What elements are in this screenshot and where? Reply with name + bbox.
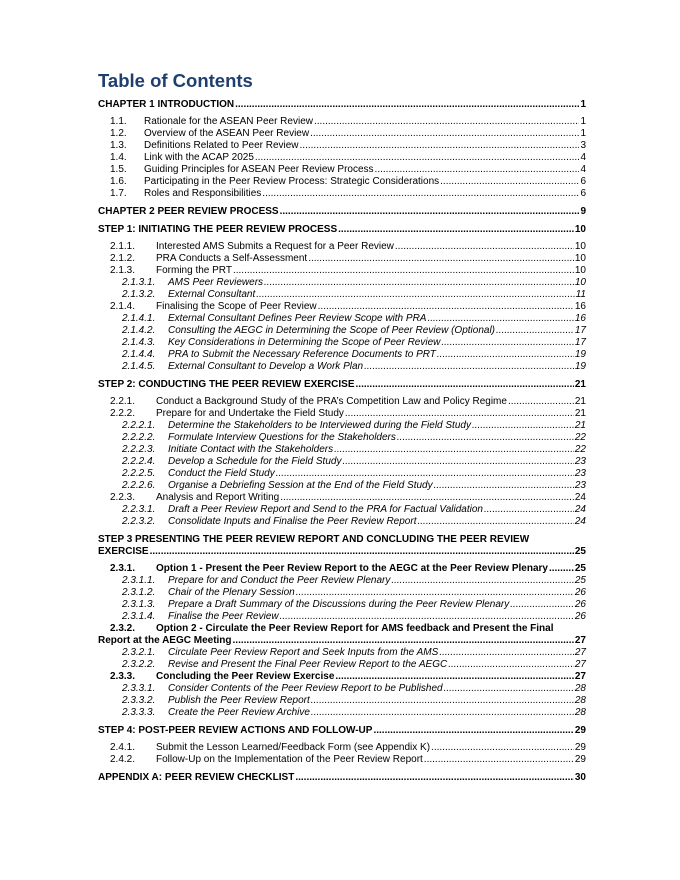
toc-entry[interactable] — [98, 659, 586, 671]
toc-entry-page: 1 — [580, 128, 586, 139]
toc-entry[interactable] — [98, 224, 586, 236]
toc-entry[interactable] — [98, 325, 586, 337]
toc-entry[interactable] — [98, 504, 586, 516]
toc-entry[interactable] — [98, 420, 586, 432]
toc-leader-dots — [424, 754, 574, 766]
toc-entry-title: Revise and Present the Final Peer Review Report to the AEGC — [168, 659, 448, 670]
toc-entry-page: 25 — [574, 563, 586, 574]
toc-leader-dots — [335, 671, 573, 683]
toc-entry-number: 2.1.4.4. — [122, 349, 156, 360]
toc-entry-number: 1.4. — [110, 152, 127, 163]
toc-entry-title: CHAPTER 1 INTRODUCTION — [98, 99, 235, 110]
toc-entry[interactable] — [98, 444, 586, 456]
toc-entry[interactable] — [98, 313, 586, 325]
toc-entry-title: Prepare a Draft Summary of the Discussions during the Peer Review Plenary — [168, 599, 510, 610]
toc-leader-dots — [311, 695, 574, 707]
toc-leader-dots — [318, 301, 574, 313]
toc-entry-number: 2.2.2.3. — [122, 444, 156, 455]
toc-entry[interactable] — [98, 695, 586, 707]
toc-entry-page: 16 — [574, 313, 586, 324]
toc-entry-number: 1.5. — [110, 164, 127, 175]
toc-entry-page: 22 — [574, 432, 586, 443]
toc-leader-dots — [437, 349, 574, 361]
toc-entry[interactable] — [98, 671, 586, 683]
toc-entry-number: 2.3.2. — [110, 623, 136, 634]
toc-entry-title: Concluding the Peer Review Exercise — [156, 671, 335, 682]
toc-entry-number: 2.3.3.3. — [122, 707, 156, 718]
toc-entry[interactable] — [98, 152, 586, 164]
toc-entry-page: 24 — [574, 492, 586, 503]
toc-entry-page: 25 — [574, 575, 586, 586]
toc-entry-number: 2.2.2.4. — [122, 456, 156, 467]
toc-entry[interactable] — [98, 546, 586, 558]
toc-entry-title: Chair of the Plenary Session — [168, 587, 295, 598]
toc-entry-page: 26 — [574, 611, 586, 622]
toc-entry-page: 6 — [580, 188, 586, 199]
toc-entry-page: 24 — [574, 516, 586, 527]
toc-entry-page: 26 — [574, 599, 586, 610]
toc-entry[interactable] — [98, 241, 586, 253]
toc-leader-dots — [300, 140, 580, 152]
toc-entry-title: Organise a Debriefing Session at the End of the Field Study — [168, 480, 433, 491]
toc-entry-title: PRA to Submit the Necessary Reference Documents to PRT — [168, 349, 436, 360]
toc-entry-page: 29 — [574, 742, 586, 753]
toc-leader-dots — [262, 188, 579, 200]
toc-entry-title: STEP 1: INITIATING THE PEER REVIEW PROCESS — [98, 224, 338, 235]
toc-entry[interactable] — [98, 599, 586, 611]
toc-entry-number: 2.1.4.3. — [122, 337, 156, 348]
toc-entry-title: Conduct the Field Study — [168, 468, 275, 479]
toc-leader-dots — [441, 337, 574, 349]
toc-leader-dots — [295, 772, 574, 784]
toc-entry-page: 4 — [580, 164, 586, 175]
toc-entry-title: Participating in the Peer Review Process: Strategic Considerations — [144, 176, 440, 187]
toc-entry-number: 2.3.3.1. — [122, 683, 156, 694]
toc-entry-page: 11 — [575, 289, 586, 300]
toc-leader-dots — [508, 396, 574, 408]
toc-entry-page: 21 — [574, 396, 586, 407]
toc-entry[interactable] — [98, 128, 586, 140]
toc-entry[interactable] — [98, 456, 586, 468]
toc-entry-page: 27 — [574, 635, 586, 646]
toc-entry-number: 2.2.2.2. — [122, 432, 156, 443]
toc-entry-title: CHAPTER 2 PEER REVIEW PROCESS — [98, 206, 279, 217]
toc-entry-number: 2.1.3.1. — [122, 277, 156, 288]
toc-leader-dots — [296, 587, 574, 599]
toc-entry-title: Guiding Principles for ASEAN Peer Review Process — [144, 164, 374, 175]
toc-entry-title: Overview of the ASEAN Peer Review — [144, 128, 310, 139]
toc-entry[interactable] — [98, 289, 586, 301]
toc-entry-title: Create the Peer Review Archive — [168, 707, 310, 718]
toc-entry-page: 6 — [580, 176, 586, 187]
toc-entry[interactable] — [98, 337, 586, 349]
toc-entry-page: 24 — [574, 504, 586, 515]
toc-leader-dots — [440, 176, 579, 188]
toc-entry-page: 3 — [580, 140, 586, 151]
toc-entry[interactable] — [98, 611, 586, 623]
toc-entry-number: 2.1.3. — [110, 265, 136, 276]
toc-entry-page: 30 — [574, 772, 586, 783]
toc-entry-page: 23 — [574, 480, 586, 491]
toc-entry-page: 9 — [580, 206, 586, 217]
toc-entry[interactable] — [98, 253, 586, 265]
toc-leader-dots — [233, 635, 574, 647]
toc-entry-title-line1[interactable] — [98, 623, 586, 635]
toc-entry-title: Develop a Schedule for the Field Study — [168, 456, 342, 467]
toc-entry[interactable] — [98, 563, 586, 575]
toc-entry-number: 2.3.3.2. — [122, 695, 156, 706]
toc-entry-title: Definitions Related to Peer Review — [144, 140, 299, 151]
toc-entry-page: 25 — [574, 546, 586, 557]
toc-entry-page: 28 — [574, 683, 586, 694]
toc-entry-title: Finalise the Peer Review — [168, 611, 279, 622]
toc-entry-number: 2.3.2.2. — [122, 659, 156, 670]
toc-entry[interactable] — [98, 480, 586, 492]
toc-entry-number: 2.3.2.1. — [122, 647, 156, 658]
toc-entry-title: Finalising the Scope of Peer Review — [156, 301, 317, 312]
toc-entry-page: 27 — [574, 671, 586, 682]
toc-entry[interactable] — [98, 188, 586, 200]
toc-entry-page: 10 — [574, 241, 586, 252]
toc-entry-page: 10 — [574, 253, 586, 264]
toc-leader-dots — [342, 456, 573, 468]
toc-entry[interactable] — [98, 408, 586, 420]
toc-entry-title: Determine the Stakeholders to be Interviewed during the Field Study — [168, 420, 471, 431]
toc-leader-dots — [311, 707, 574, 719]
toc-leader-dots — [280, 492, 574, 504]
toc-leader-dots — [373, 725, 573, 737]
table-of-contents — [98, 99, 586, 784]
toc-entry-title: Report at the AEGC Meeting — [98, 635, 232, 646]
toc-entry[interactable] — [98, 742, 586, 754]
toc-leader-dots — [364, 361, 574, 373]
toc-entry-title: Key Considerations in Determining the Scope of Peer Review — [168, 337, 441, 348]
toc-leader-dots — [444, 683, 574, 695]
toc-entry[interactable] — [98, 468, 586, 480]
toc-entry-page: 21 — [574, 420, 586, 431]
toc-entry[interactable] — [98, 754, 586, 766]
toc-entry-title: Circulate Peer Review Report and Seek Inputs from the AMS — [168, 647, 439, 658]
toc-leader-dots — [434, 480, 574, 492]
toc-entry-title: Prepare for and Conduct the Peer Review Plenary — [168, 575, 391, 586]
toc-entry-number: 2.2.2.5. — [122, 468, 156, 479]
toc-entry-number: 2.2.3.1. — [122, 504, 156, 515]
toc-entry-title: Draft a Peer Review Report and Send to the PRA for Factual Validation — [168, 504, 483, 515]
toc-entry-number: 2.2.2. — [110, 408, 136, 419]
toc-entry-number: 2.1.4.2. — [122, 325, 156, 336]
toc-entry-title: APPENDIX A: PEER REVIEW CHECKLIST — [98, 772, 295, 783]
toc-entry[interactable] — [98, 683, 586, 695]
toc-entry-number: 2.2.1. — [110, 396, 136, 407]
toc-entry-page: 17 — [574, 325, 586, 336]
toc-leader-dots — [496, 325, 574, 337]
toc-entry-number: 2.3.1.4. — [122, 611, 156, 622]
toc-leader-dots — [256, 289, 574, 301]
toc-entry-page: 27 — [574, 647, 586, 658]
toc-leader-dots — [233, 265, 574, 277]
toc-entry-page: 23 — [574, 468, 586, 479]
toc-entry-number: 2.1.2. — [110, 253, 136, 264]
toc-entry-page: 17 — [574, 337, 586, 348]
toc-entry-title: Initiate Contact with the Stakeholders — [168, 444, 334, 455]
toc-entry-page: 16 — [574, 301, 586, 312]
toc-leader-dots — [439, 647, 574, 659]
toc-leader-dots — [472, 420, 574, 432]
toc-entry[interactable] — [98, 647, 586, 659]
toc-entry-title: Formulate Interview Questions for the Stakeholders — [168, 432, 396, 443]
toc-entry-number: 2.1.4. — [110, 301, 136, 312]
toc-entry[interactable] — [98, 116, 586, 128]
toc-entry[interactable] — [98, 206, 586, 218]
toc-entry-page: 21 — [574, 408, 586, 419]
toc-entry[interactable] — [98, 492, 586, 504]
toc-entry-title: Interested AMS Submits a Request for a Peer Review — [156, 241, 394, 252]
toc-leader-dots — [345, 408, 574, 420]
toc-leader-dots — [549, 563, 574, 575]
toc-entry-page: 10 — [574, 277, 586, 288]
toc-entry-title: Consolidate Inputs and Finalise the Peer Review Report — [168, 516, 417, 527]
toc-entry-title: STEP 2: CONDUCTING THE PEER REVIEW EXERCISE — [98, 379, 355, 390]
toc-entry-page: 10 — [574, 265, 586, 276]
toc-entry-title: Option 2 - Circulate the Peer Review Report for AMS feedback and Present the Final — [156, 623, 554, 634]
toc-entry[interactable] — [98, 301, 586, 313]
toc-leader-dots — [314, 116, 579, 128]
toc-entry-number: 2.4.2. — [110, 754, 136, 765]
toc-entry-title: STEP 4: POST-PEER REVIEW ACTIONS AND FOLLOW-UP — [98, 725, 373, 736]
toc-leader-dots — [276, 468, 574, 480]
toc-entry-number: 2.3.1.2. — [122, 587, 156, 598]
toc-entry-title: External Consultant to Develop a Work Plan — [168, 361, 364, 372]
toc-leader-dots — [334, 444, 574, 456]
toc-entry-title: Rationale for the ASEAN Peer Review — [144, 116, 313, 127]
toc-leader-dots — [484, 504, 574, 516]
page-title: Table of Contents — [98, 70, 253, 91]
toc-leader-dots — [150, 546, 574, 558]
toc-entry[interactable] — [98, 587, 586, 599]
toc-entry-page: 28 — [574, 695, 586, 706]
toc-leader-dots — [431, 742, 574, 754]
toc-entry-page: 29 — [574, 754, 586, 765]
toc-entry[interactable] — [98, 635, 586, 647]
toc-entry[interactable] — [98, 361, 586, 373]
toc-entry-number: 2.3.1.1. — [122, 575, 156, 586]
toc-entry-title: Follow-Up on the Implementation of the Peer Review Report — [156, 754, 423, 765]
toc-entry-page: 1 — [580, 116, 586, 127]
toc-entry[interactable] — [98, 707, 586, 719]
toc-leader-dots — [308, 253, 574, 265]
toc-entry-title: External Consultant Defines Peer Review Scope with PRA — [168, 313, 427, 324]
toc-entry-title: Publish the Peer Review Report — [168, 695, 310, 706]
toc-leader-dots — [427, 313, 573, 325]
toc-entry-page: 27 — [574, 659, 586, 670]
toc-leader-dots — [310, 128, 579, 140]
toc-entry-number: 1.2. — [110, 128, 127, 139]
toc-entry[interactable] — [98, 379, 586, 391]
toc-entry-number: 1.7. — [110, 188, 127, 199]
toc-entry-page: 29 — [574, 725, 586, 736]
toc-entry-page: 26 — [574, 587, 586, 598]
toc-leader-dots — [264, 277, 574, 289]
toc-entry-number: 2.2.2.1. — [122, 420, 156, 431]
toc-entry-number: 2.3.3. — [110, 671, 136, 682]
toc-entry-number: 2.1.4.1. — [122, 313, 156, 324]
toc-entry-title: Analysis and Report Writing — [156, 492, 280, 503]
toc-entry-page: 22 — [574, 444, 586, 455]
toc-leader-dots — [510, 599, 574, 611]
toc-leader-dots — [375, 164, 580, 176]
toc-entry-page: 10 — [574, 224, 586, 235]
toc-leader-dots — [391, 575, 574, 587]
toc-entry-number: 2.2.3. — [110, 492, 136, 503]
toc-entry-page: 23 — [574, 456, 586, 467]
toc-entry-title-line1[interactable]: STEP 3 PRESENTING THE PEER REVIEW REPORT AND CONCLUDING THE PEER REVIEW — [98, 534, 530, 545]
toc-entry[interactable] — [98, 99, 586, 111]
toc-entry[interactable] — [98, 349, 586, 361]
toc-entry-number: 2.3.1.3. — [122, 599, 156, 610]
toc-entry-title: Submit the Lesson Learned/Feedback Form (see Appendix K) — [156, 742, 431, 753]
toc-entry-page: 19 — [574, 361, 586, 372]
toc-entry-title: Forming the PRT — [156, 265, 232, 276]
toc-entry-number: 1.1. — [110, 116, 127, 127]
toc-entry[interactable] — [98, 396, 586, 408]
toc-entry-title: EXERCISE — [98, 546, 149, 557]
toc-entry[interactable] — [98, 575, 586, 587]
toc-entry-title: Consider Contents of the Peer Review Report to be Published — [168, 683, 443, 694]
toc-entry-title: External Consultant — [168, 289, 256, 300]
toc-entry-page: 21 — [574, 379, 586, 390]
toc-entry[interactable] — [98, 164, 586, 176]
toc-leader-dots — [356, 379, 574, 391]
toc-entry-number: 2.4.1. — [110, 742, 136, 753]
toc-entry[interactable] — [98, 140, 586, 152]
toc-entry-page: 19 — [574, 349, 586, 360]
toc-entry-number: 1.3. — [110, 140, 127, 151]
toc-entry-title: Link with the ACAP 2025 — [144, 152, 254, 163]
toc-entry-title: Prepare for and Undertake the Field Study — [156, 408, 344, 419]
toc-entry-number: 1.6. — [110, 176, 127, 187]
toc-leader-dots — [280, 206, 580, 218]
toc-entry[interactable] — [98, 725, 586, 737]
toc-entry-title: AMS Peer Reviewers — [168, 277, 264, 288]
toc-entry[interactable] — [98, 176, 586, 188]
toc-entry-page: 1 — [580, 99, 586, 110]
toc-leader-dots — [417, 516, 573, 528]
toc-leader-dots — [448, 659, 574, 671]
toc-entry[interactable] — [98, 265, 586, 277]
toc-entry[interactable] — [98, 772, 586, 784]
toc-leader-dots — [255, 152, 580, 164]
toc-entry-title: Consulting the AEGC in Determining the Scope of Peer Review (Optional) — [168, 325, 496, 336]
toc-entry-title: PRA Conducts a Self-Assessment — [156, 253, 308, 264]
toc-entry-page: 4 — [580, 152, 586, 163]
toc-entry-number: 2.1.3.2. — [122, 289, 156, 300]
toc-entry-number: 2.2.3.2. — [122, 516, 156, 527]
toc-leader-dots — [338, 224, 574, 236]
toc-leader-dots — [280, 611, 574, 623]
toc-entry[interactable] — [98, 516, 586, 528]
toc-entry-page: 28 — [574, 707, 586, 718]
toc-leader-dots — [397, 432, 574, 444]
toc-entry-title: Roles and Responsibilities — [144, 188, 262, 199]
toc-entry-title: Conduct a Background Study of the PRA’s Competition Law and Policy Regime — [156, 396, 507, 407]
toc-entry-number: 2.3.1. — [110, 563, 136, 574]
toc-entry-title: Option 1 - Present the Peer Review Report to the AEGC at the Peer Review Plenary — [156, 563, 548, 574]
toc-entry-number: 2.2.2.6. — [122, 480, 156, 491]
toc-leader-dots — [235, 99, 579, 111]
toc-entry-number: 2.1.4.5. — [122, 361, 156, 372]
toc-entry[interactable] — [98, 277, 586, 289]
toc-leader-dots — [395, 241, 574, 253]
toc-entry[interactable] — [98, 432, 586, 444]
toc-entry-number: 2.1.1. — [110, 241, 136, 252]
